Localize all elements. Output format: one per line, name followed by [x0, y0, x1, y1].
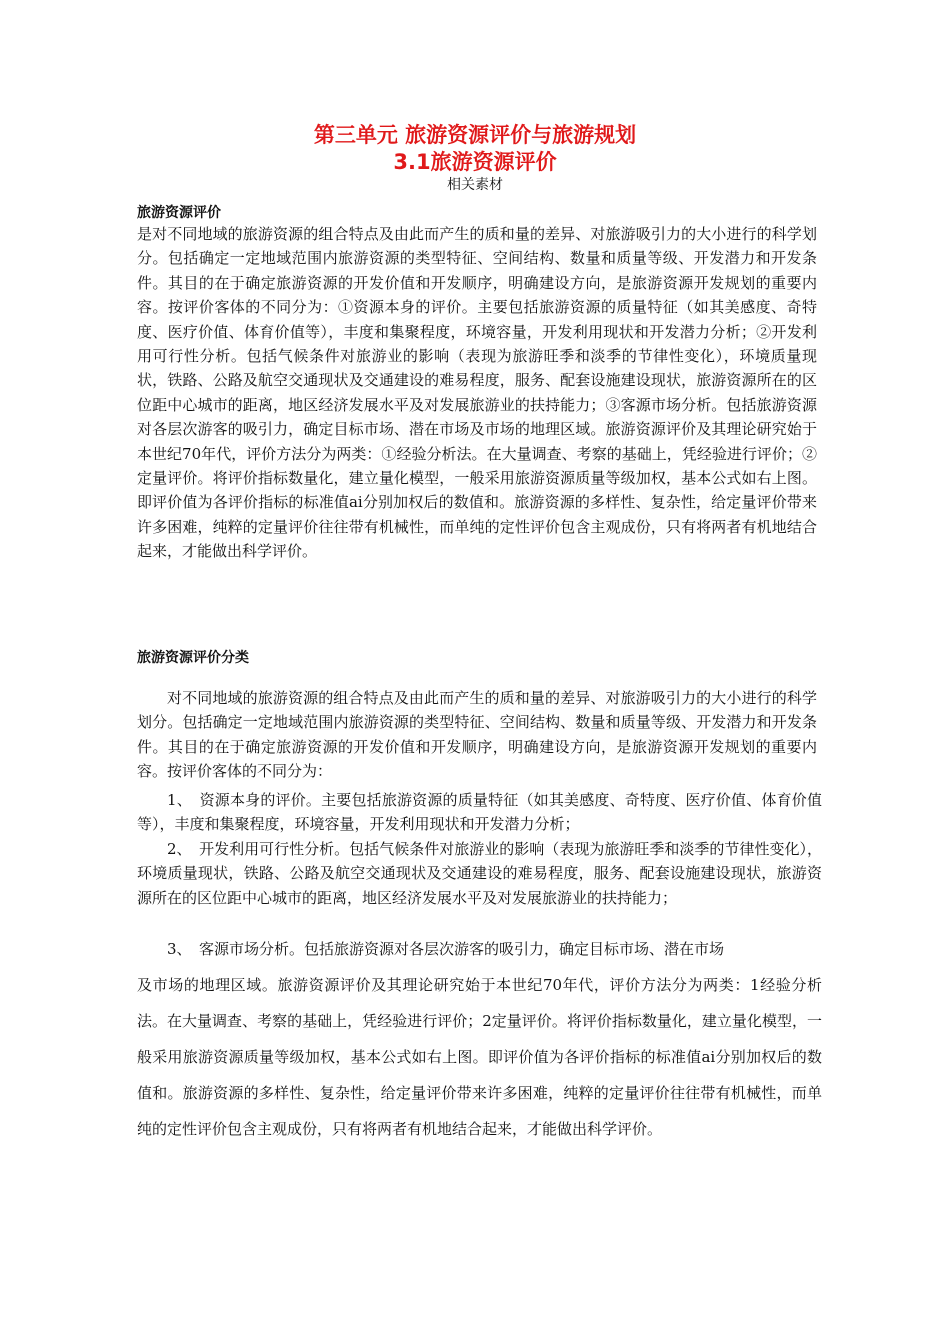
- material-label: 相关素材: [447, 177, 503, 193]
- list-item-1: 1、 资源本身的评价。主要包括旅游资源的质量特征（如其美感度、奇特度、医疗价值、体育价值等），丰度和集聚程度，环境容量，开发利用现状和开发潜力分析；: [137, 791, 822, 834]
- unit-title: 第三单元 旅游资源评价与旅游规划: [313, 123, 637, 147]
- section2-heading: 旅游资源评价分类: [137, 650, 249, 666]
- list-item-3: 3、 客源市场分析。包括旅游资源对各层次游客的吸引力，确定目标市场、潜在市场: [167, 940, 725, 958]
- section-title: 3.1旅游资源评价: [393, 150, 557, 174]
- section1-heading: 旅游资源评价: [137, 205, 221, 221]
- section1-body: 是对不同地域的旅游资源的组合特点及由此而产生的质和量的差异、对旅游吸引力的大小进行的科学划分。包括确定一定地域范围内旅游资源的类型特征、空间结构、数量和质量等级、开发潜力和开发条件。其目的在于确定旅游资源的开发价值和开发顺序，明确建设方向，是旅游资源开发规划的重要内容。按评价客体的不同分为：①资源本身的评价。主要包括旅游资源的质量特征（如其美感度、奇特度、医疗价值、体育价值等），丰度和集聚程度，环境容量，开发利用现状和开发潜力分析；②开发利用可行性分析。包括气候条件对旅游业的影响（表现为旅游旺季和淡季的节律性变化），环境质量现状，铁路、公路及航空交通现状及交通建设的难易程度，服务、配套设施建设现状，旅游资源所在的区位距中心城市的距离，地区经济发展水平及对发展旅游业的扶持能力；③客源市场分析。包括旅游资源对各层次游客的吸引力，确定目标市场、潜在市场及市场的地理区域。旅游资源评价及其理论研究始于本世纪70年代，评价方法分为两类：①经验分析法。在大量调查、考察的基础上，凭经验进行评价；②定量评价。将评价指标数量化，建立量化模型，一般采用旅游资源质量等级加权，基本公式如右上图。即评价值为各评价指标的标准值ai分别加权后的数值和。旅游资源的多样性、复杂性，给定量评价带来许多困难，纯粹的定量评价往往带有机械性，而单纯的定性评价包含主观成份，只有将两者有机地结合起来，才能做出科学评价。: [137, 225, 817, 561]
- list-item-3-continued: 及市场的地理区域。旅游资源评价及其理论研究始于本世纪70年代，评价方法分为两类：1经验分析法。在大量调查、考察的基础上，凭经验进行评价；2定量评价。将评价指标数量化，建立量化模型，一般采用旅游资源质量等级加权，基本公式如右上图。即评价值为各评价指标的标准值ai分别加权后的数值和。旅游资源的多样性、复杂性，给定量评价带来许多困难，纯粹的定量评价往往带有机械性，而单纯的定性评价包含主观成份，只有将两者有机地结合起来，才能做出科学评价。: [137, 976, 822, 1138]
- section2-intro: 对不同地域的旅游资源的组合特点及由此而产生的质和量的差异、对旅游吸引力的大小进行的科学划分。包括确定一定地域范围内旅游资源的类型特征、空间结构、数量和质量等级、开发潜力和开发条件。其目的在于确定旅游资源的开发价值和开发顺序，明确建设方向，是旅游资源开发规划的重要内容。按评价客体的不同分为：: [137, 689, 817, 781]
- list-item-2: 2、 开发利用可行性分析。包括气候条件对旅游业的影响（表现为旅游旺季和淡季的节律性变化），环境质量现状，铁路、公路及航空交通现状及交通建设的难易程度，服务、配套设施建设现状，旅游资源所在的区位距中心城市的距离，地区经济发展水平及对发展旅游业的扶持能力；: [137, 840, 822, 907]
